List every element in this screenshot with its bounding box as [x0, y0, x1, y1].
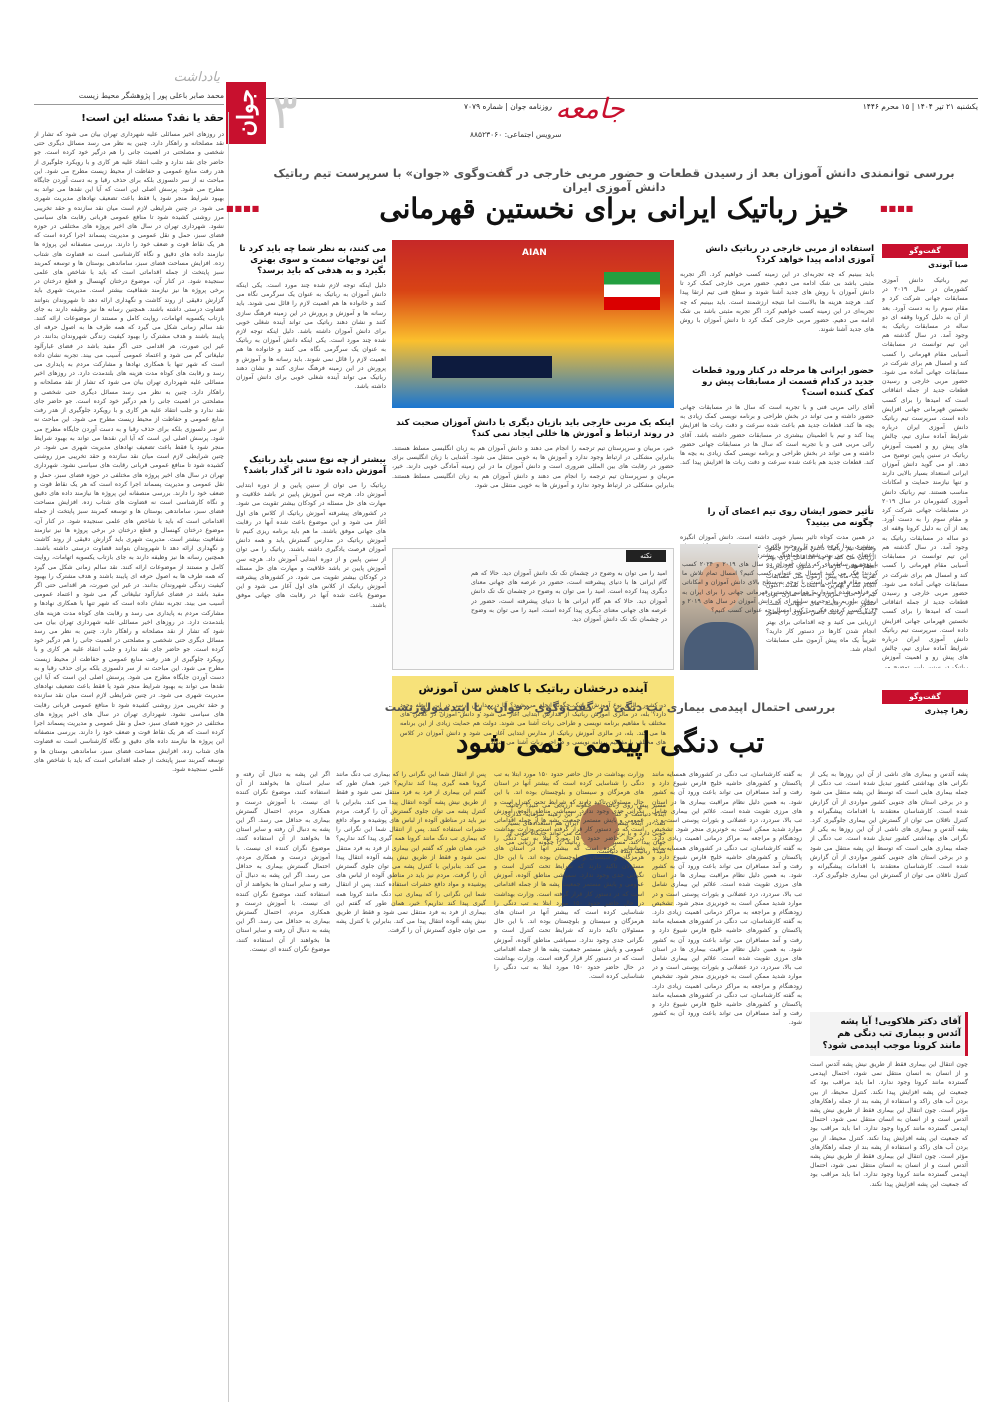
- story2-col2: [652, 770, 802, 1400]
- story1-subhead: حضور ایرانی ها مرحله در کنار ورود قطعات جدید در کدام قسمت از مسابقات پیش رو کمک کننده است؟: [692, 366, 874, 398]
- highlight-question: [810, 1012, 968, 1056]
- story1-subhead: می کنند، به نظر شما چه باید کرد تا این توجهات سمت و سوی بهتری بگیرد و به هدفی که باید برسد؟: [239, 244, 386, 276]
- story2-reporter: زهرا چیذری: [924, 706, 968, 715]
- story1-under-photo: [392, 414, 674, 542]
- team-photo: [392, 240, 674, 408]
- decor-marks: ■■■■: [880, 204, 915, 213]
- decor-marks: ■■■■: [226, 204, 261, 213]
- newspaper-logo: جوان: [226, 82, 266, 144]
- paragraph: [236, 481, 386, 701]
- note-tag: نکته: [626, 550, 666, 562]
- story1-headline: خیز رباتیک ایرانی برای نخستین قهرمانی: [379, 192, 849, 225]
- story1-col4: [682, 560, 878, 690]
- story1-subhead: تأثیر حضور ایشان روی تیم اعضای آن را چگونه می بینید؟: [707, 507, 874, 528]
- column-brand: یادداشت: [173, 70, 220, 85]
- date-line: یکشنبه ۲۱ تیر ۱۴۰۴ | ۱۵ محرم ۱۴۴۶: [862, 102, 978, 111]
- photo-banner-label: AIAN: [522, 248, 547, 258]
- iran-flag: [604, 272, 660, 310]
- story1-col-left: [236, 240, 386, 690]
- story1-reporter: صبا آبوندی: [928, 260, 968, 269]
- story2-col3: [494, 770, 644, 1400]
- story1-col2: [680, 240, 874, 540]
- column-author: محمد صابر باعلی پور | پژوهشگر محیط زیست: [34, 91, 224, 105]
- story1-tag: گفت‌وگو: [882, 244, 968, 258]
- story1-subhead: استفاده از مربی خارجی در رباتیک دانش آموزی ادامه پیدا خواهد کرد؟: [705, 244, 874, 265]
- column-headline: حقد یا نقد؟ مسئله این است!: [81, 113, 224, 124]
- paragraph: [236, 281, 386, 451]
- photo-banner: [432, 356, 552, 378]
- opinion-column: [34, 70, 224, 1350]
- paragraph: [680, 403, 874, 503]
- page-number: ۳: [272, 84, 298, 140]
- story1-col1: [882, 276, 968, 668]
- story1-kicker: بررسی توانمندی دانش آموزان بعد از رسیدن قطعات و حضور مربی خارجی در گفت‌وگوی «جوان» با سرپرست تیم رباتیک دانش آموزی ایران: [273, 166, 955, 194]
- interview-title: آینده درخشان رباتیک با کاهش سن آموزش: [418, 682, 648, 695]
- story2-col4: [336, 770, 486, 1400]
- story2-tag: گفت‌وگو: [882, 690, 968, 704]
- column-divider: [228, 112, 229, 1402]
- story2-headline: تب دنگی اپیدمی نمی شود: [455, 726, 765, 759]
- section-contact: سرویس اجتماعی: ۸۸۵۲۳۰۶۰: [470, 130, 562, 139]
- section-title: جامعه: [555, 92, 625, 125]
- note-box: [392, 548, 674, 670]
- highlight-question-text: آقای دکتر هلاکویی! آیا پشه آئدس و بیماری تب دنگی هم مانند کرونا موجب اپیدمی شود؟: [822, 1017, 961, 1051]
- column-body: [34, 130, 224, 1350]
- story2-col1b: [810, 1060, 968, 1400]
- note-text: [471, 569, 667, 665]
- story2-col5: [236, 770, 330, 1400]
- story1-subhead: بیشتر از چه نوع سنی باید رباتیک آموزش داده شود تا اثر گذار باشد؟: [243, 455, 386, 476]
- paragraph: [680, 270, 874, 362]
- story2-kicker: بررسی احتمال اپیدمی بیماری تب دنگی در گفت‌وگوی «جوان» با اپیدمیولوژیست: [384, 700, 836, 714]
- paragraph: [392, 444, 674, 544]
- paper-info: روزنامه جوان | شماره ۷۰۷۹: [464, 102, 553, 111]
- story1-subhead: اینکه یک مربی خارجی باید بازیان دیگری با دانش آموزان صحبت کند در روند ارتباط و آموزش ها خللی ایجاد نمی کند؟: [396, 418, 674, 439]
- story2-col1: [810, 770, 968, 1006]
